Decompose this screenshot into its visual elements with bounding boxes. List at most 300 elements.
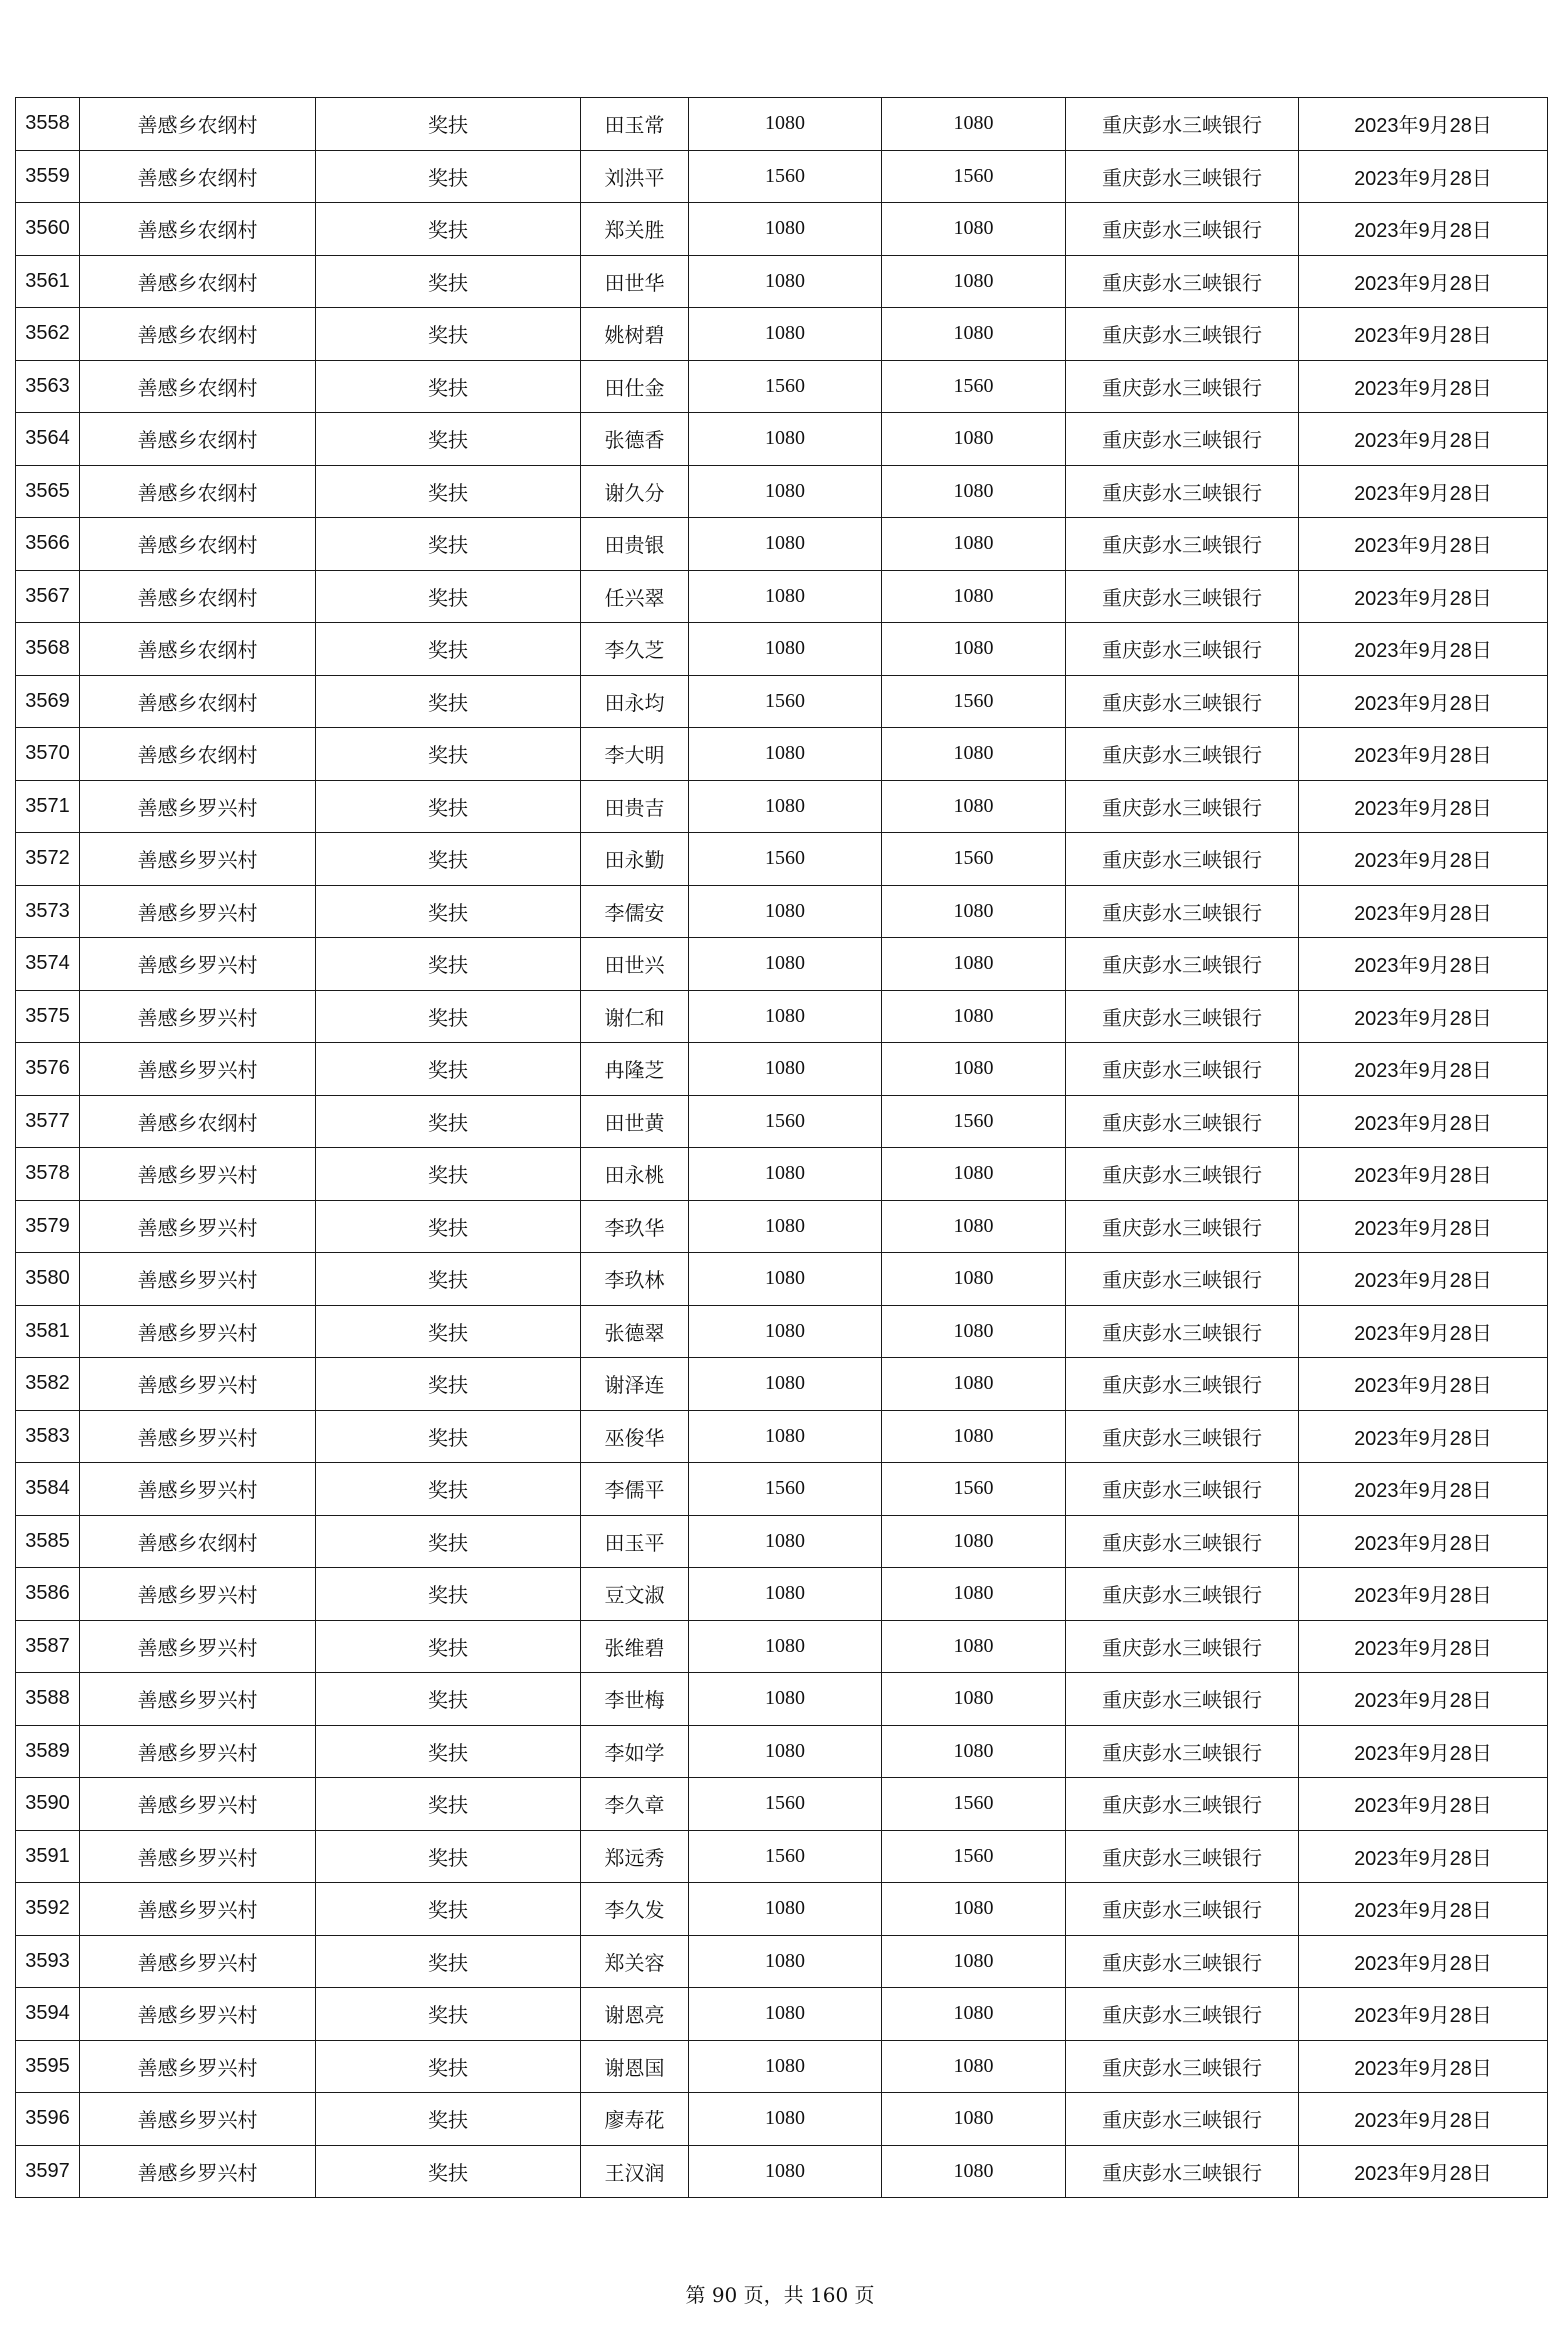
row-number: 3560 — [16, 203, 80, 256]
date-cell: 2023年9月28日 — [1299, 1358, 1548, 1411]
row-number: 3581 — [16, 1305, 80, 1358]
amount-cell: 1560 — [689, 150, 882, 203]
amount-cell: 1080 — [689, 938, 882, 991]
row-number: 3597 — [16, 2145, 80, 2198]
table-row — [16, 2040, 1548, 2093]
bank-cell: 重庆彭水三峡银行 — [1066, 413, 1299, 466]
recipient-name-cell: 谢恩国 — [581, 2040, 689, 2093]
table-row — [16, 1253, 1548, 1306]
recipient-name-cell: 王汉润 — [581, 2145, 689, 2198]
village-cell: 善感乡罗兴村 — [80, 833, 316, 886]
recipient-name-cell: 李大明 — [581, 728, 689, 781]
recipient-name-cell: 郑关胜 — [581, 203, 689, 256]
village-cell: 善感乡罗兴村 — [80, 780, 316, 833]
date-cell: 2023年9月28日 — [1299, 1778, 1548, 1831]
paid-amount-cell: 1080 — [882, 1725, 1066, 1778]
date-cell: 2023年9月28日 — [1299, 1673, 1548, 1726]
paid-amount-cell: 1080 — [882, 1043, 1066, 1096]
village-cell: 善感乡农纲村 — [80, 623, 316, 676]
bank-cell: 重庆彭水三峡银行 — [1066, 98, 1299, 151]
row-number: 3574 — [16, 938, 80, 991]
row-number: 3558 — [16, 98, 80, 151]
bank-cell: 重庆彭水三峡银行 — [1066, 1935, 1299, 1988]
recipient-name-cell: 谢恩亮 — [581, 1988, 689, 2041]
row-number: 3583 — [16, 1410, 80, 1463]
village-cell: 善感乡罗兴村 — [80, 1568, 316, 1621]
subsidy-type-cell: 奖扶 — [316, 1410, 581, 1463]
table-row — [16, 1515, 1548, 1568]
paid-amount-cell: 1560 — [882, 360, 1066, 413]
date-cell: 2023年9月28日 — [1299, 98, 1548, 151]
amount-cell: 1080 — [689, 623, 882, 676]
table-row — [16, 360, 1548, 413]
row-number: 3596 — [16, 2093, 80, 2146]
paid-amount-cell: 1080 — [882, 1988, 1066, 2041]
bank-cell: 重庆彭水三峡银行 — [1066, 1305, 1299, 1358]
amount-cell: 1080 — [689, 203, 882, 256]
bank-cell: 重庆彭水三峡银行 — [1066, 2093, 1299, 2146]
village-cell: 善感乡罗兴村 — [80, 1725, 316, 1778]
row-number: 3572 — [16, 833, 80, 886]
bank-cell: 重庆彭水三峡银行 — [1066, 1988, 1299, 2041]
table-row — [16, 1568, 1548, 1621]
amount-cell: 1560 — [689, 1095, 882, 1148]
table-row — [16, 150, 1548, 203]
village-cell: 善感乡农纲村 — [80, 150, 316, 203]
recipient-name-cell: 田永勤 — [581, 833, 689, 886]
row-number: 3591 — [16, 1830, 80, 1883]
row-number: 3566 — [16, 518, 80, 571]
subsidy-type-cell: 奖扶 — [316, 1043, 581, 1096]
amount-cell: 1560 — [689, 360, 882, 413]
paid-amount-cell: 1080 — [882, 1358, 1066, 1411]
village-cell: 善感乡罗兴村 — [80, 1778, 316, 1831]
row-number: 3561 — [16, 255, 80, 308]
subsidy-type-cell: 奖扶 — [316, 833, 581, 886]
amount-cell: 1080 — [689, 1410, 882, 1463]
date-cell: 2023年9月28日 — [1299, 150, 1548, 203]
amount-cell: 1080 — [689, 308, 882, 361]
date-cell: 2023年9月28日 — [1299, 2093, 1548, 2146]
bank-cell: 重庆彭水三峡银行 — [1066, 518, 1299, 571]
subsidy-type-cell: 奖扶 — [316, 1095, 581, 1148]
recipient-name-cell: 郑远秀 — [581, 1830, 689, 1883]
subsidy-type-cell: 奖扶 — [316, 1935, 581, 1988]
recipient-name-cell: 李如学 — [581, 1725, 689, 1778]
subsidy-type-cell: 奖扶 — [316, 1358, 581, 1411]
paid-amount-cell: 1560 — [882, 1095, 1066, 1148]
bank-cell: 重庆彭水三峡银行 — [1066, 780, 1299, 833]
recipient-name-cell: 冉隆芝 — [581, 1043, 689, 1096]
row-number: 3595 — [16, 2040, 80, 2093]
recipient-name-cell: 张维碧 — [581, 1620, 689, 1673]
bank-cell: 重庆彭水三峡银行 — [1066, 728, 1299, 781]
recipient-name-cell: 谢久分 — [581, 465, 689, 518]
subsidy-type-cell: 奖扶 — [316, 1725, 581, 1778]
recipient-name-cell: 谢泽连 — [581, 1358, 689, 1411]
subsidy-type-cell: 奖扶 — [316, 570, 581, 623]
amount-cell: 1080 — [689, 465, 882, 518]
subsidy-type-cell: 奖扶 — [316, 255, 581, 308]
page-footer: 第 90 页，共 160 页 — [685, 2283, 875, 2307]
subsidy-type-cell: 奖扶 — [316, 203, 581, 256]
table-row — [16, 2145, 1548, 2198]
row-number: 3575 — [16, 990, 80, 1043]
paid-amount-cell: 1080 — [882, 255, 1066, 308]
date-cell: 2023年9月28日 — [1299, 203, 1548, 256]
recipient-name-cell: 田玉平 — [581, 1515, 689, 1568]
paid-amount-cell: 1080 — [882, 308, 1066, 361]
paid-amount-cell: 1080 — [882, 2145, 1066, 2198]
paid-amount-cell: 1080 — [882, 413, 1066, 466]
table-row — [16, 2093, 1548, 2146]
date-cell: 2023年9月28日 — [1299, 1883, 1548, 1936]
table-row — [16, 1778, 1548, 1831]
subsidy-type-cell: 奖扶 — [316, 1988, 581, 2041]
subsidy-type-cell: 奖扶 — [316, 1883, 581, 1936]
paid-amount-cell: 1080 — [882, 1200, 1066, 1253]
row-number: 3568 — [16, 623, 80, 676]
amount-cell: 1080 — [689, 413, 882, 466]
recipient-name-cell: 田贵吉 — [581, 780, 689, 833]
amount-cell: 1560 — [689, 1778, 882, 1831]
recipient-name-cell: 张德翠 — [581, 1305, 689, 1358]
bank-cell: 重庆彭水三峡银行 — [1066, 203, 1299, 256]
table-row — [16, 1200, 1548, 1253]
amount-cell: 1080 — [689, 1515, 882, 1568]
village-cell: 善感乡农纲村 — [80, 728, 316, 781]
recipient-name-cell: 谢仁和 — [581, 990, 689, 1043]
village-cell: 善感乡罗兴村 — [80, 1410, 316, 1463]
subsidy-type-cell: 奖扶 — [316, 2093, 581, 2146]
village-cell: 善感乡罗兴村 — [80, 1043, 316, 1096]
subsidy-type-cell: 奖扶 — [316, 150, 581, 203]
amount-cell: 1080 — [689, 1253, 882, 1306]
subsidy-type-cell: 奖扶 — [316, 360, 581, 413]
row-number: 3567 — [16, 570, 80, 623]
recipient-name-cell: 郑关容 — [581, 1935, 689, 1988]
table-row — [16, 308, 1548, 361]
paid-amount-cell: 1080 — [882, 203, 1066, 256]
bank-cell: 重庆彭水三峡银行 — [1066, 1410, 1299, 1463]
recipient-name-cell: 李久章 — [581, 1778, 689, 1831]
bank-cell: 重庆彭水三峡银行 — [1066, 1515, 1299, 1568]
table-row — [16, 1410, 1548, 1463]
table-row — [16, 1148, 1548, 1201]
paid-amount-cell: 1560 — [882, 150, 1066, 203]
row-number: 3569 — [16, 675, 80, 728]
bank-cell: 重庆彭水三峡银行 — [1066, 360, 1299, 413]
recipient-name-cell: 田永桃 — [581, 1148, 689, 1201]
subsidy-type-cell: 奖扶 — [316, 465, 581, 518]
bank-cell: 重庆彭水三峡银行 — [1066, 990, 1299, 1043]
village-cell: 善感乡农纲村 — [80, 98, 316, 151]
village-cell: 善感乡农纲村 — [80, 465, 316, 518]
disbursement-table — [15, 97, 1548, 2198]
table-row — [16, 1620, 1548, 1673]
date-cell: 2023年9月28日 — [1299, 1148, 1548, 1201]
date-cell: 2023年9月28日 — [1299, 1515, 1548, 1568]
recipient-name-cell: 田玉常 — [581, 98, 689, 151]
recipient-name-cell: 田世黄 — [581, 1095, 689, 1148]
subsidy-type-cell: 奖扶 — [316, 780, 581, 833]
table-row — [16, 413, 1548, 466]
amount-cell: 1080 — [689, 2093, 882, 2146]
row-number: 3584 — [16, 1463, 80, 1516]
paid-amount-cell: 1080 — [882, 1620, 1066, 1673]
amount-cell: 1560 — [689, 1830, 882, 1883]
subsidy-type-cell: 奖扶 — [316, 728, 581, 781]
row-number: 3579 — [16, 1200, 80, 1253]
amount-cell: 1080 — [689, 1200, 882, 1253]
table-row — [16, 465, 1548, 518]
bank-cell: 重庆彭水三峡银行 — [1066, 1200, 1299, 1253]
paid-amount-cell: 1080 — [882, 1883, 1066, 1936]
date-cell: 2023年9月28日 — [1299, 1095, 1548, 1148]
village-cell: 善感乡罗兴村 — [80, 1148, 316, 1201]
paid-amount-cell: 1560 — [882, 1778, 1066, 1831]
amount-cell: 1080 — [689, 1568, 882, 1621]
subsidy-type-cell: 奖扶 — [316, 1515, 581, 1568]
subsidy-type-cell: 奖扶 — [316, 1200, 581, 1253]
amount-cell: 1080 — [689, 255, 882, 308]
village-cell: 善感乡农纲村 — [80, 308, 316, 361]
paid-amount-cell: 1080 — [882, 1568, 1066, 1621]
table-row — [16, 1725, 1548, 1778]
subsidy-type-cell: 奖扶 — [316, 518, 581, 571]
recipient-name-cell: 刘洪平 — [581, 150, 689, 203]
row-number: 3570 — [16, 728, 80, 781]
amount-cell: 1560 — [689, 675, 882, 728]
village-cell: 善感乡农纲村 — [80, 570, 316, 623]
village-cell: 善感乡农纲村 — [80, 255, 316, 308]
bank-cell: 重庆彭水三峡银行 — [1066, 1778, 1299, 1831]
bank-cell: 重庆彭水三峡银行 — [1066, 1095, 1299, 1148]
date-cell: 2023年9月28日 — [1299, 1725, 1548, 1778]
amount-cell: 1080 — [689, 1988, 882, 2041]
subsidy-type-cell: 奖扶 — [316, 1305, 581, 1358]
table-row — [16, 1830, 1548, 1883]
subsidy-type-cell: 奖扶 — [316, 1148, 581, 1201]
table-row — [16, 990, 1548, 1043]
date-cell: 2023年9月28日 — [1299, 413, 1548, 466]
date-cell: 2023年9月28日 — [1299, 360, 1548, 413]
date-cell: 2023年9月28日 — [1299, 308, 1548, 361]
recipient-name-cell: 姚树碧 — [581, 308, 689, 361]
date-cell: 2023年9月28日 — [1299, 1935, 1548, 1988]
amount-cell: 1080 — [689, 1148, 882, 1201]
paid-amount-cell: 1080 — [882, 1148, 1066, 1201]
amount-cell: 1080 — [689, 98, 882, 151]
date-cell: 2023年9月28日 — [1299, 885, 1548, 938]
row-number: 3587 — [16, 1620, 80, 1673]
subsidy-type-cell: 奖扶 — [316, 1778, 581, 1831]
row-number: 3592 — [16, 1883, 80, 1936]
recipient-name-cell: 豆文淑 — [581, 1568, 689, 1621]
row-number: 3589 — [16, 1725, 80, 1778]
paid-amount-cell: 1560 — [882, 1830, 1066, 1883]
bank-cell: 重庆彭水三峡银行 — [1066, 465, 1299, 518]
date-cell: 2023年9月28日 — [1299, 1043, 1548, 1096]
amount-cell: 1080 — [689, 1935, 882, 1988]
row-number: 3586 — [16, 1568, 80, 1621]
bank-cell: 重庆彭水三峡银行 — [1066, 2145, 1299, 2198]
recipient-name-cell: 田世兴 — [581, 938, 689, 991]
amount-cell: 1080 — [689, 990, 882, 1043]
village-cell: 善感乡农纲村 — [80, 203, 316, 256]
recipient-name-cell: 田世华 — [581, 255, 689, 308]
village-cell: 善感乡农纲村 — [80, 1095, 316, 1148]
bank-cell: 重庆彭水三峡银行 — [1066, 1673, 1299, 1726]
bank-cell: 重庆彭水三峡银行 — [1066, 1043, 1299, 1096]
recipient-name-cell: 田仕金 — [581, 360, 689, 413]
subsidy-type-cell: 奖扶 — [316, 1673, 581, 1726]
village-cell: 善感乡罗兴村 — [80, 1620, 316, 1673]
amount-cell: 1080 — [689, 1620, 882, 1673]
bank-cell: 重庆彭水三峡银行 — [1066, 885, 1299, 938]
table-row — [16, 203, 1548, 256]
date-cell: 2023年9月28日 — [1299, 1620, 1548, 1673]
bank-cell: 重庆彭水三峡银行 — [1066, 623, 1299, 676]
bank-cell: 重庆彭水三峡银行 — [1066, 1463, 1299, 1516]
subsidy-type-cell: 奖扶 — [316, 623, 581, 676]
village-cell: 善感乡罗兴村 — [80, 938, 316, 991]
recipient-name-cell: 廖寿花 — [581, 2093, 689, 2146]
amount-cell: 1080 — [689, 1043, 882, 1096]
amount-cell: 1080 — [689, 518, 882, 571]
amount-cell: 1080 — [689, 1883, 882, 1936]
table-row — [16, 1883, 1548, 1936]
row-number: 3565 — [16, 465, 80, 518]
table-row — [16, 1043, 1548, 1096]
amount-cell: 1080 — [689, 1673, 882, 1726]
row-number: 3563 — [16, 360, 80, 413]
recipient-name-cell: 李久发 — [581, 1883, 689, 1936]
date-cell: 2023年9月28日 — [1299, 465, 1548, 518]
amount-cell: 1080 — [689, 1358, 882, 1411]
row-number: 3585 — [16, 1515, 80, 1568]
row-number: 3582 — [16, 1358, 80, 1411]
amount-cell: 1080 — [689, 2040, 882, 2093]
date-cell: 2023年9月28日 — [1299, 1200, 1548, 1253]
village-cell: 善感乡罗兴村 — [80, 990, 316, 1043]
bank-cell: 重庆彭水三峡银行 — [1066, 308, 1299, 361]
date-cell: 2023年9月28日 — [1299, 2040, 1548, 2093]
bank-cell: 重庆彭水三峡银行 — [1066, 1830, 1299, 1883]
table-row — [16, 1095, 1548, 1148]
subsidy-type-cell: 奖扶 — [316, 2145, 581, 2198]
paid-amount-cell: 1080 — [882, 780, 1066, 833]
paid-amount-cell: 1560 — [882, 675, 1066, 728]
recipient-name-cell: 张德香 — [581, 413, 689, 466]
table-row — [16, 675, 1548, 728]
amount-cell: 1560 — [689, 833, 882, 886]
subsidy-type-cell: 奖扶 — [316, 1463, 581, 1516]
bank-cell: 重庆彭水三峡银行 — [1066, 1725, 1299, 1778]
subsidy-type-cell: 奖扶 — [316, 308, 581, 361]
table-row — [16, 938, 1548, 991]
village-cell: 善感乡罗兴村 — [80, 885, 316, 938]
table-row — [16, 885, 1548, 938]
date-cell: 2023年9月28日 — [1299, 1568, 1548, 1621]
table-row — [16, 1358, 1548, 1411]
bank-cell: 重庆彭水三峡银行 — [1066, 1358, 1299, 1411]
table-row — [16, 570, 1548, 623]
bank-cell: 重庆彭水三峡银行 — [1066, 1568, 1299, 1621]
date-cell: 2023年9月28日 — [1299, 990, 1548, 1043]
paid-amount-cell: 1080 — [882, 1515, 1066, 1568]
table-row — [16, 518, 1548, 571]
bank-cell: 重庆彭水三峡银行 — [1066, 938, 1299, 991]
bank-cell: 重庆彭水三峡银行 — [1066, 1883, 1299, 1936]
paid-amount-cell: 1080 — [882, 623, 1066, 676]
date-cell: 2023年9月28日 — [1299, 833, 1548, 886]
bank-cell: 重庆彭水三峡银行 — [1066, 1620, 1299, 1673]
subsidy-type-cell: 奖扶 — [316, 2040, 581, 2093]
village-cell: 善感乡罗兴村 — [80, 1830, 316, 1883]
subsidy-type-cell: 奖扶 — [316, 98, 581, 151]
date-cell: 2023年9月28日 — [1299, 675, 1548, 728]
recipient-name-cell: 任兴翠 — [581, 570, 689, 623]
date-cell: 2023年9月28日 — [1299, 255, 1548, 308]
paid-amount-cell: 1080 — [882, 1410, 1066, 1463]
paid-amount-cell: 1080 — [882, 570, 1066, 623]
bank-cell: 重庆彭水三峡银行 — [1066, 1253, 1299, 1306]
subsidy-type-cell: 奖扶 — [316, 1568, 581, 1621]
table-row — [16, 1935, 1548, 1988]
subsidy-type-cell: 奖扶 — [316, 1830, 581, 1883]
amount-cell: 1080 — [689, 885, 882, 938]
paid-amount-cell: 1080 — [882, 1673, 1066, 1726]
amount-cell: 1080 — [689, 1305, 882, 1358]
row-number: 3571 — [16, 780, 80, 833]
village-cell: 善感乡罗兴村 — [80, 1358, 316, 1411]
village-cell: 善感乡农纲村 — [80, 518, 316, 571]
bank-cell: 重庆彭水三峡银行 — [1066, 833, 1299, 886]
subsidy-type-cell: 奖扶 — [316, 1620, 581, 1673]
table-row — [16, 1305, 1548, 1358]
recipient-name-cell: 李儒平 — [581, 1463, 689, 1516]
village-cell: 善感乡罗兴村 — [80, 1305, 316, 1358]
paid-amount-cell: 1080 — [882, 885, 1066, 938]
bank-cell: 重庆彭水三峡银行 — [1066, 675, 1299, 728]
row-number: 3577 — [16, 1095, 80, 1148]
table-body — [16, 98, 1548, 2198]
date-cell: 2023年9月28日 — [1299, 1253, 1548, 1306]
subsidy-type-cell: 奖扶 — [316, 990, 581, 1043]
row-number: 3573 — [16, 885, 80, 938]
village-cell: 善感乡罗兴村 — [80, 2040, 316, 2093]
subsidy-type-cell: 奖扶 — [316, 885, 581, 938]
recipient-name-cell: 李玖林 — [581, 1253, 689, 1306]
subsidy-type-cell: 奖扶 — [316, 413, 581, 466]
paid-amount-cell: 1080 — [882, 465, 1066, 518]
table-row — [16, 780, 1548, 833]
table-row — [16, 1463, 1548, 1516]
date-cell: 2023年9月28日 — [1299, 518, 1548, 571]
paid-amount-cell: 1080 — [882, 1253, 1066, 1306]
amount-cell: 1560 — [689, 1463, 882, 1516]
recipient-name-cell: 巫俊华 — [581, 1410, 689, 1463]
row-number: 3588 — [16, 1673, 80, 1726]
amount-cell: 1080 — [689, 780, 882, 833]
paid-amount-cell: 1560 — [882, 1463, 1066, 1516]
bank-cell: 重庆彭水三峡银行 — [1066, 150, 1299, 203]
row-number: 3564 — [16, 413, 80, 466]
amount-cell: 1080 — [689, 728, 882, 781]
date-cell: 2023年9月28日 — [1299, 570, 1548, 623]
date-cell: 2023年9月28日 — [1299, 1410, 1548, 1463]
